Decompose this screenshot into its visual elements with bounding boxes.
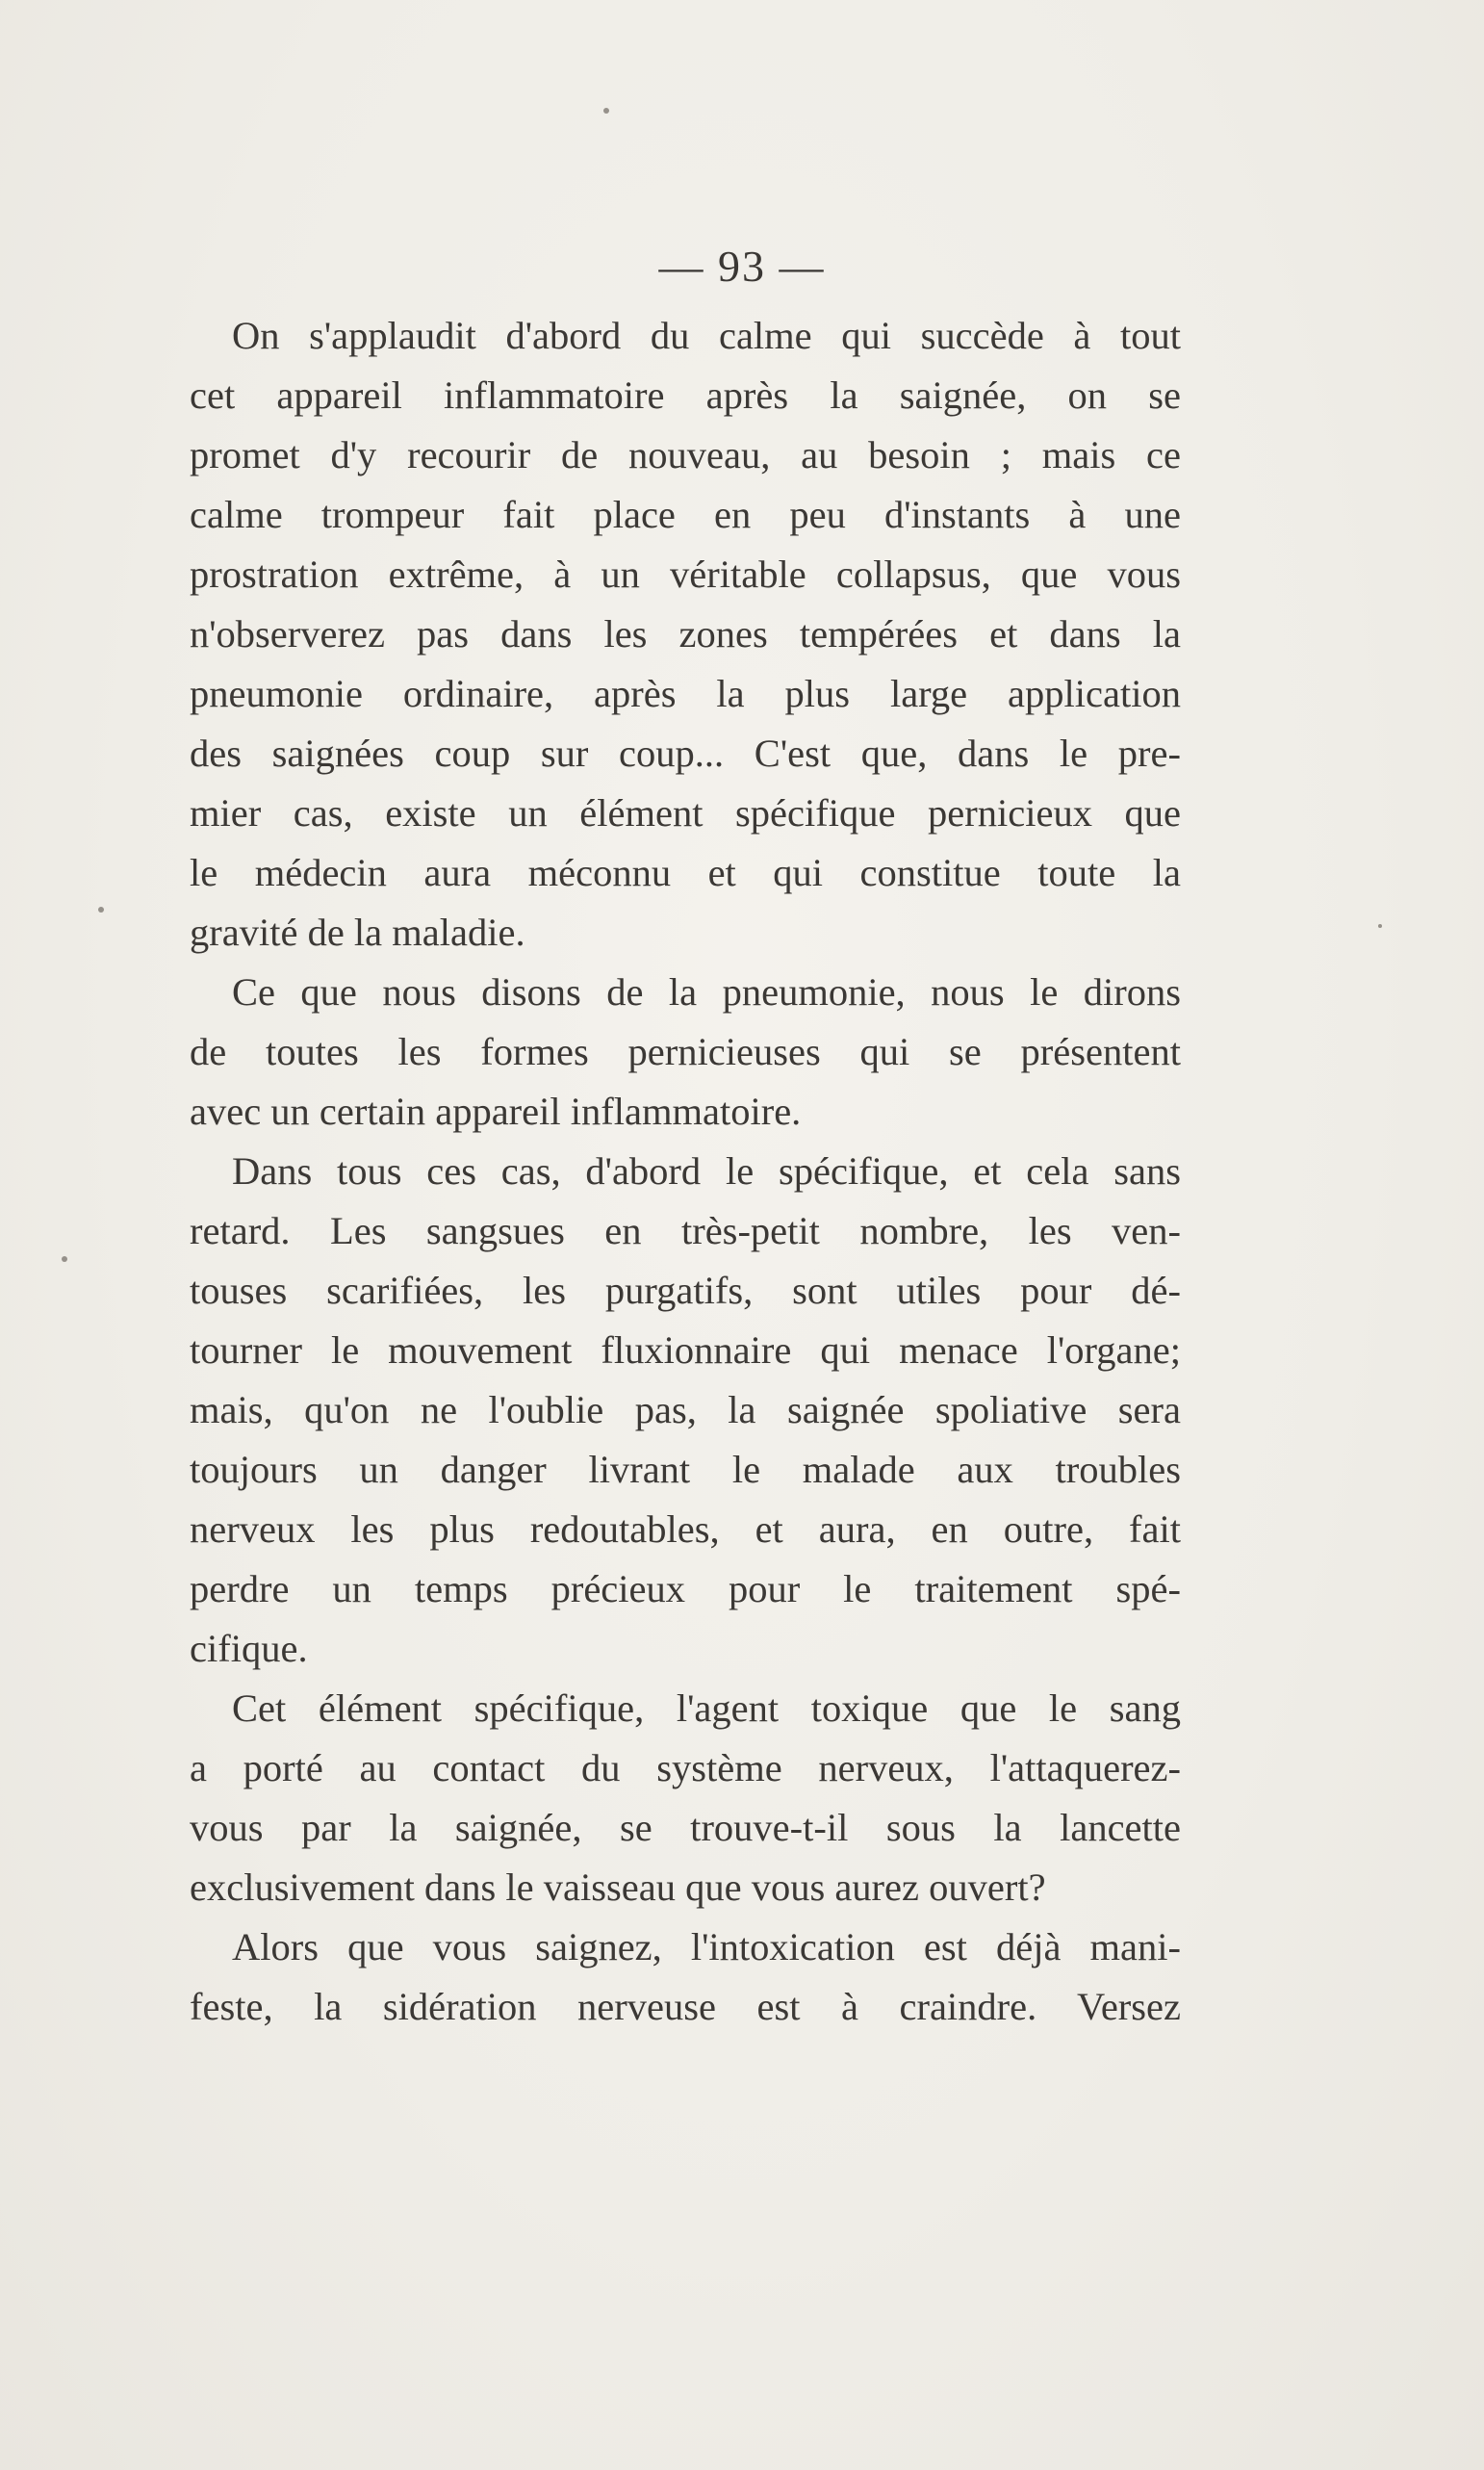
text-line: toujours un danger livrant le malade aux troubles — [190, 1448, 1181, 1491]
text-line: mier cas, existe un élément spécifique pernicieux que — [190, 791, 1181, 835]
text-line: Ce que nous disons de la pneumonie, nous le dirons — [232, 970, 1181, 1014]
text-line: retard. Les sangsues en très-petit nombre, les ven- — [190, 1209, 1181, 1252]
page-number: — 93 — — [658, 242, 826, 291]
text-line: calme trompeur fait place en peu d'instants à une — [190, 493, 1181, 536]
text-line: mais, qu'on ne l'oublie pas, la saignée spoliative sera — [190, 1388, 1181, 1431]
text-line: de toutes les formes pernicieuses qui se présentent — [190, 1030, 1181, 1073]
text-line: cet appareil inflammatoire après la saignée, on se — [190, 373, 1181, 417]
text-line: pneumonie ordinaire, après la plus large application — [190, 672, 1181, 715]
text-line: promet d'y recourir de nouveau, au besoin ; mais ce — [190, 433, 1181, 476]
text-line: Cet élément spécifique, l'agent toxique que le sang — [232, 1686, 1181, 1730]
text-line: cifique. — [190, 1627, 308, 1670]
text-line: le médecin aura méconnu et qui constitue toute la — [190, 851, 1181, 894]
text-line: nerveux les plus redoutables, et aura, en outre, fait — [190, 1507, 1181, 1551]
body-text — [190, 306, 1181, 2037]
text-line: perdre un temps précieux pour le traitement spé- — [190, 1567, 1181, 1610]
text-line: Alors que vous saignez, l'intoxication est déjà mani- — [232, 1925, 1181, 1968]
ink-speck — [1378, 924, 1382, 928]
text-line: des saignées coup sur coup... C'est que, dans le pre- — [190, 732, 1181, 775]
text-line: Dans tous ces cas, d'abord le spécifique, et cela sans — [232, 1149, 1181, 1193]
ink-speck — [603, 108, 609, 114]
text-line: a porté au contact du système nerveux, l'attaquerez- — [190, 1746, 1181, 1789]
text-line: n'observerez pas dans les zones tempérées et dans la — [190, 612, 1181, 656]
text-line: prostration extrême, à un véritable collapsus, que vous — [190, 553, 1181, 596]
ink-speck — [98, 907, 104, 913]
text-line: gravité de la maladie. — [190, 911, 525, 954]
ink-speck — [62, 1256, 67, 1262]
text-line: vous par la saignée, se trouve-t-il sous la lancette — [190, 1806, 1181, 1849]
text-line: feste, la sidération nerveuse est à craindre. Versez — [190, 1985, 1181, 2028]
text-line: tourner le mouvement fluxionnaire qui menace l'organe; — [190, 1328, 1181, 1372]
text-line: exclusivement dans le vaisseau que vous aurez ouvert? — [190, 1865, 1046, 1909]
text-line: touses scarifiées, les purgatifs, sont utiles pour dé- — [190, 1269, 1181, 1312]
text-line: avec un certain appareil inflammatoire. — [190, 1090, 802, 1133]
text-line: On s'applaudit d'abord du calme qui succède à tout — [232, 314, 1181, 357]
